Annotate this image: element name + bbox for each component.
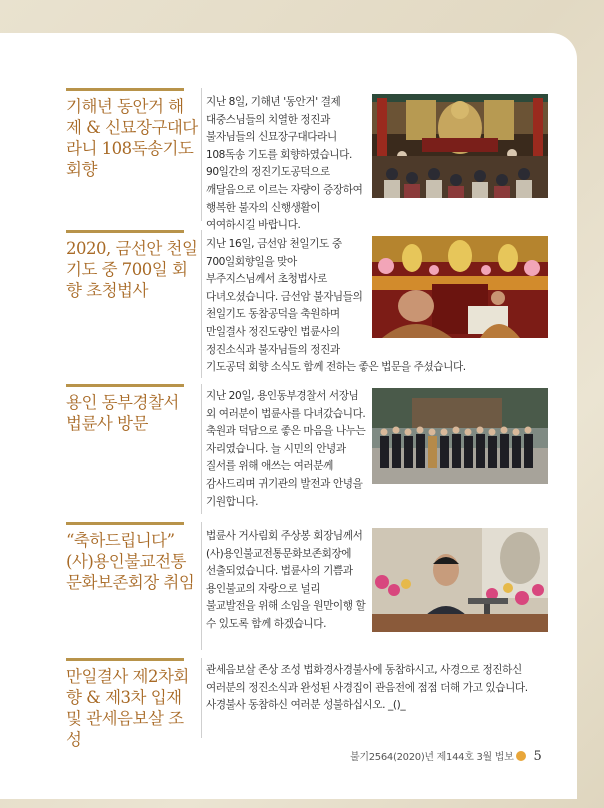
- section-body-text: 법륜사 거사림회 주상봉 회장님께서 (사)용인불교전통문화보존회장에 선출되었습니다. 법륜사의 기쁨과 용인불교의 자랑으로 널리 불교발전을 위해 소임을 원만이행 할 수 있도록 함께 하겠습니다.: [206, 530, 366, 630]
- news-section-5: [66, 658, 554, 749]
- inauguration-speech-photo: [372, 528, 548, 632]
- photo-spacer: [366, 94, 546, 204]
- section-rule: [201, 658, 202, 738]
- section-body-text: 관세음보살 존상 조성 법화경사경불사에 동참하시고, 사경으로 정진하신 여러분의 정진소식과 완성된 사경집이 관음전에 점점 더해 가고 있습니다. 사경불사 동참하신 여러분 성불하십시오. _()_: [206, 664, 528, 712]
- section-body: [206, 528, 366, 634]
- section-body-text: 지난 8일, 기해년 '동안거' 결제 대중스님들의 치열한 정진과 불자님들의 신묘장구대다라니 108독송 기도를 회향하였습니다. 90일간의 정진기도공덕으로 깨달음으로 이르는 자량이 증장하여 행복한 불자의 신행생활이 여여하시길 바랍니다.: [206, 94, 546, 235]
- section-body: [206, 662, 546, 715]
- section-rule: [201, 230, 202, 378]
- section-body-text: 지난 20일, 용인동부경찰서 서장님 외 여러분이 법륜사를 다녀갔습니다. 축원과 덕담으로 좋은 마음을 나누는 자리였습니다. 늘 시민의 안녕과 질서를 위해 애쓰는 여러분께 감사드리며 귀기관의 발전과 안녕을 기원합니다.: [206, 388, 546, 511]
- section-heading: 2020, 금선안 천일기도 중 700일 회향 초청법사: [66, 239, 198, 300]
- news-section-4: [66, 522, 554, 650]
- section-divider: [66, 230, 184, 233]
- lotus-icon: [516, 751, 526, 761]
- section-body: [206, 388, 546, 511]
- section-divider: [66, 88, 184, 91]
- section-heading: “축하드립니다” (사)용인불교전통문화보존회장 취임: [66, 531, 195, 592]
- section-divider: [66, 384, 184, 387]
- section-photo: [372, 528, 548, 632]
- news-section-3: [66, 384, 554, 514]
- section-rule: [201, 88, 202, 221]
- section-heading: 만일결사 제2차회향 & 제3차 입재 및 관세음보살 조성: [66, 667, 189, 749]
- section-body-text: 지난 16일, 금선암 천일기도 중 700일회향일을 맞아 부주지스님께서 초청법사로 다녀오셨습니다. 금선암 불자님들의 천일기도 동참공덕을 축원하며 만일결사 정진도량인 법륜사의 정진소식과 불자님들의 정진과 기도공덕 회향 소식도 함께 전하는 좋은 법문을 주셨습니다.: [206, 236, 546, 377]
- section-rule: [201, 384, 202, 514]
- issue-label: 불기2564(2020)년 제144호 3월 법보: [350, 752, 514, 763]
- section-divider: [66, 658, 184, 661]
- section-rule: [201, 522, 202, 650]
- section-body: [206, 94, 546, 235]
- photo-spacer: [366, 236, 546, 348]
- section-divider: [66, 522, 184, 525]
- page-footer: [350, 748, 541, 764]
- photo-spacer: [366, 388, 546, 488]
- news-section-1: [66, 88, 554, 232]
- section-heading: 기해년 동안거 해제 & 신묘장구대다라니 108독송기도 회향: [66, 97, 198, 179]
- news-section-2: [66, 230, 554, 378]
- section-body: [206, 236, 546, 377]
- section-heading: 용인 동부경찰서 법륜사 방문: [66, 393, 179, 433]
- page-number: 5: [533, 749, 542, 764]
